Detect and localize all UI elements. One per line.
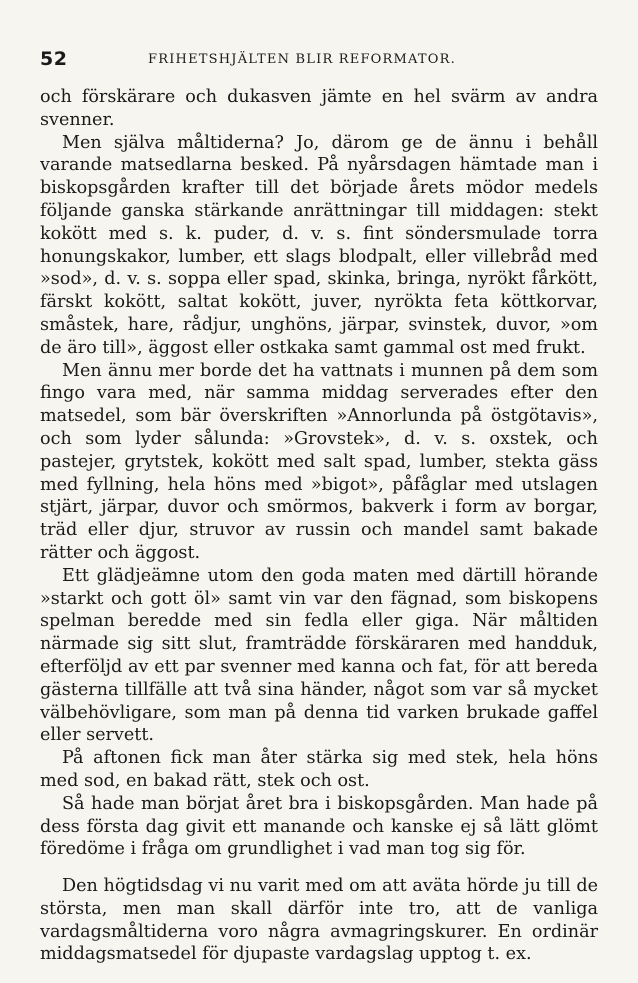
paragraph-entertainment: Ett glädjeämne utom den goda maten med därtill hörande »starkt och gott öl» samt vin var den fägnad, som biskopens spelman beredde med sin fedla eller giga. När måltiden närmade sig sitt slut, framträdde förskäraren med handduk, efterföljd av ett par svenner med kanna och fat, för att bereda gästerna tillfälle att två sina händer, något som var så mycket välbehövligare, som man på denna tid varken brukade gaffel eller servett. xyxy=(40,565,598,746)
running-head xyxy=(40,44,598,74)
paragraph-continued: och förskärare och dukasven jämte en hel svärm av andra svenner. xyxy=(40,87,598,130)
page-number: 52 xyxy=(40,48,68,70)
body-text xyxy=(40,86,598,966)
running-title: FRIHETSHJÄLTEN BLIR REFORMATOR. xyxy=(148,52,456,67)
paragraph-everyday-meals: Den högtidsdag vi nu varit med om att aväta hörde ju till de största, men man skall därför inte tro, att de vanliga vardagsmåltiderna voro några avmagringskurer. En ordinär middagsmatsedel för djupaste vardagslag upptog t. ex. xyxy=(40,876,598,965)
paragraph-good-start: Så hade man börjat året bra i biskopsgården. Man hade på dess första dag givit ett manande och kanske ej så lätt glömt föredöme i fråga om grundlighet i vad man tog sig för. xyxy=(40,793,598,860)
paragraph-evening: På aftonen fick man åter stärka sig med stek, hela höns med sod, en bakad rätt, stek och ost. xyxy=(40,748,598,791)
paragraph-ostgota-menu: Men ännu mer borde det ha vattnats i munnen på dem som fingo vara med, när samma middag serverades efter den matsedel, som bär överskriften »Annorlunda på östgötavis», och som lyder sålunda: »Grovstek», d. v. s. oxstek, och pastejer, grytstek, kokött med salt spad, lumber, stekta gäss med fyllning, hela höns med »bigot», påfåglar med utslagen stjärt, järpar, duvor och smörmos, bakverk i form av borgar, träd eller djur, struvor av russin och mandel samt bakade rätter och äggost. xyxy=(40,360,598,563)
book-page xyxy=(40,44,598,966)
paragraph-new-year-menu: Men själva måltiderna? Jo, därom ge de ännu i behåll varande matsedlarna besked. På nyårsdagen hämtade man i biskopsgården krafter till det började årets mödor medels följande ganska stärkande anrättningar till middagen: stekt kokött med s. k. puder, d. v. s. fint söndersmulade torra honungskakor, lumber, ett slags blodpalt, eller villebråd med »sod», d. v. s. soppa eller spad, skinka, bringa, nyrökt fårkött, färskt kokött, saltat kokött, juver, nyrökta feta köttkorvar, småstek, hare, rådjur, unghöns, järpar, svinstek, duvor, »om de äro till», äggost eller ostkaka samt gammal ost med frukt. xyxy=(40,132,598,358)
